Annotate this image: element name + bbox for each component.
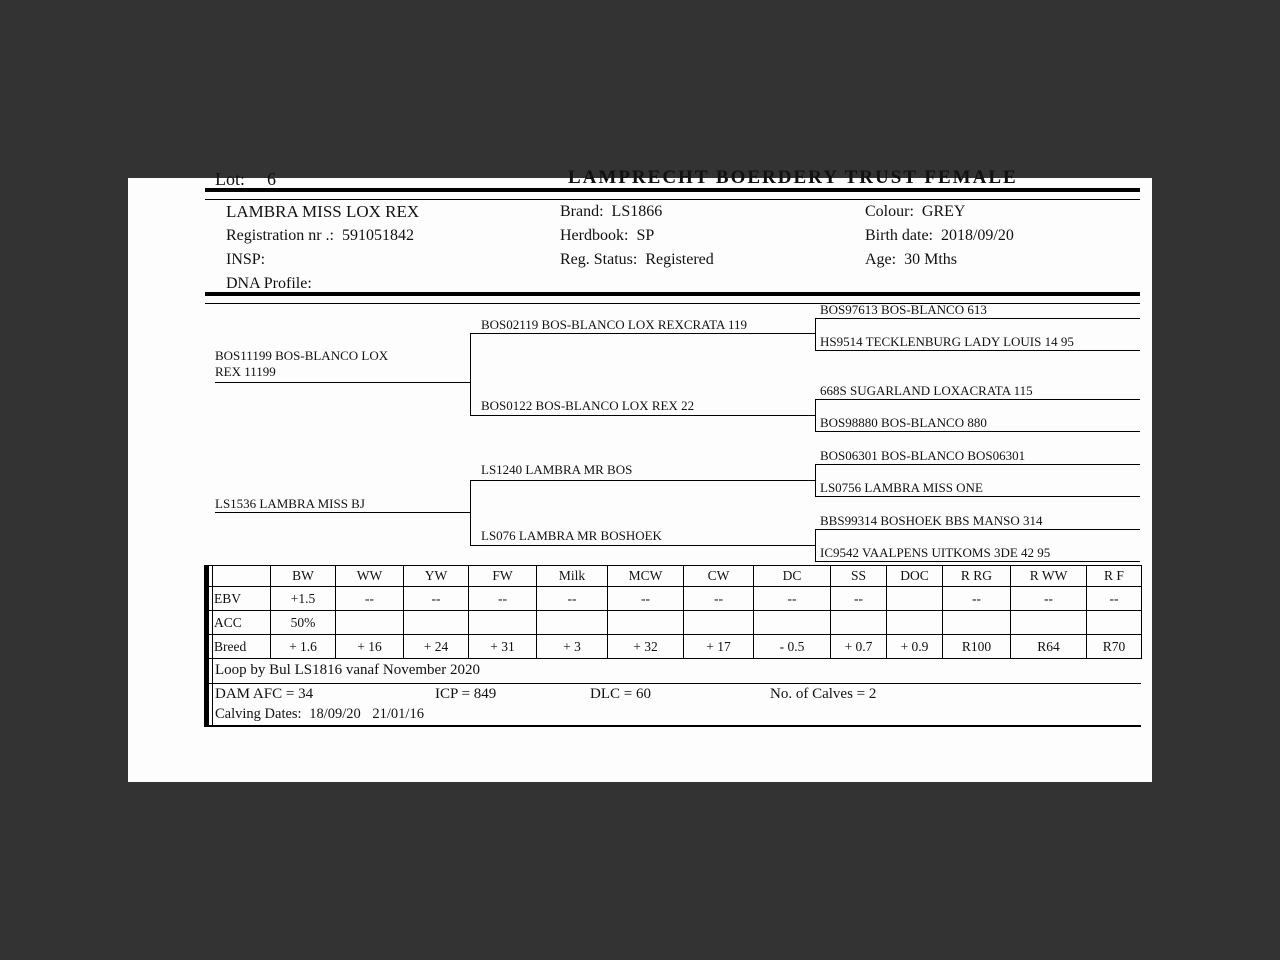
animal-name: LAMBRA MISS LOX REX	[226, 202, 420, 221]
ebv-cell: + 3	[537, 635, 608, 659]
loop-note: Loop by Bul LS1816 vanaf November 2020	[215, 662, 480, 678]
ebv-cell	[1011, 611, 1087, 635]
ebv-cell: + 16	[336, 635, 404, 659]
ebv-cell: --	[754, 587, 831, 611]
icp: ICP = 849	[435, 686, 497, 702]
registration-value: 591051842	[341, 227, 414, 244]
pedigree-line	[470, 480, 815, 481]
ebv-cell: - 0.5	[754, 635, 831, 659]
birth-date-value: 2018/09/20	[940, 227, 1014, 244]
pedigree-gen3-item: LS0756 LAMBRA MISS ONE	[820, 480, 983, 495]
pedigree-line	[470, 333, 815, 334]
ebv-column-header: SS	[831, 566, 887, 587]
pedigree-connector-line	[815, 464, 816, 497]
reg-status-row: Reg. Status: Registered	[560, 251, 714, 268]
no-of-calves: No. of Calves = 2	[770, 686, 877, 702]
ebv-cell	[336, 611, 404, 635]
herdbook-row: Herdbook: SP	[560, 227, 655, 244]
ebv-column-header: YW	[404, 566, 469, 587]
ebv-column-header: R RG	[943, 566, 1011, 587]
ebv-cell	[608, 611, 684, 635]
ebv-cell: --	[404, 587, 469, 611]
ebv-cell	[1087, 611, 1142, 635]
pedigree-connector-line	[815, 318, 816, 351]
pedigree-connector-line	[815, 399, 816, 432]
ebv-cell: --	[831, 587, 887, 611]
colour-column	[865, 200, 1014, 272]
ebv-cell: + 24	[404, 635, 469, 659]
identity-column	[226, 200, 419, 296]
ebv-column-header: MCW	[608, 566, 684, 587]
ebv-cell	[943, 611, 1011, 635]
breed-row	[206, 635, 1142, 659]
document-page	[128, 167, 1152, 782]
age-value: 30 Mths	[904, 251, 958, 268]
ebv-cell: --	[684, 587, 754, 611]
ebv-header-row	[206, 566, 1142, 587]
pedigree-gen2-item: BOS02119 BOS-BLANCO LOX REXCRATA 119	[481, 317, 747, 332]
brand-column	[560, 200, 714, 272]
birth-date-row: Birth date: 2018/09/20	[865, 227, 1014, 244]
calving-dates-row	[215, 706, 424, 723]
pedigree-gen3-item: BOS98880 BOS-BLANCO 880	[820, 415, 987, 430]
pedigree-line	[215, 512, 470, 513]
pedigree-connector-line	[470, 480, 471, 546]
ebv-row-label: Breed	[206, 635, 271, 659]
pedigree-gen3-item: 668S SUGARLAND LOXACRATA 115	[820, 383, 1033, 398]
pedigree-gen3-item: BBS99314 BOSHOEK BBS MANSO 314	[820, 513, 1043, 528]
pedigree-gen3-item: BOS06301 BOS-BLANCO BOS06301	[820, 448, 1026, 463]
ebv-cell: R100	[943, 635, 1011, 659]
ebv-row-label: ACC	[206, 611, 271, 635]
pedigree-gen3-item: BOS97613 BOS-BLANCO 613	[820, 302, 987, 317]
ebv-cell: --	[1087, 587, 1142, 611]
page-title: LAMPRECHT BOERDERY TRUST FEMALE	[568, 167, 1018, 188]
acc-row	[206, 611, 1142, 635]
footer-divider	[205, 683, 1141, 684]
ebv-cell: --	[537, 587, 608, 611]
pedigree-gen2-item: BOS0122 BOS-BLANCO LOX REX 22	[481, 398, 695, 413]
ebv-cell: --	[469, 587, 537, 611]
ebv-cell	[754, 611, 831, 635]
ebv-cell: --	[943, 587, 1011, 611]
ebv-cell: --	[336, 587, 404, 611]
ebv-column-header	[206, 566, 271, 587]
pedigree-line	[815, 318, 1140, 319]
ebv-cell: + 0.9	[887, 635, 943, 659]
ebv-column-header: CW	[684, 566, 754, 587]
ebv-cell	[887, 611, 943, 635]
brand-value: LS1866	[611, 203, 663, 220]
pedigree-connector-line	[470, 333, 471, 416]
pedigree-connector-line	[815, 529, 816, 562]
lot-number: 6	[267, 169, 276, 189]
ebv-column-header: WW	[336, 566, 404, 587]
ebv-cell: + 17	[684, 635, 754, 659]
pedigree-line	[815, 464, 1140, 465]
ebv-cell: + 31	[469, 635, 537, 659]
ebv-cell	[469, 611, 537, 635]
brand-row: Brand: LS1866	[560, 203, 663, 220]
ebv-cell	[404, 611, 469, 635]
calving-date: 21/01/16	[372, 706, 424, 722]
ebv-row-label: EBV	[206, 587, 271, 611]
pedigree-gen3-item: HS9514 TECKLENBURG LADY LOUIS 14 95	[820, 334, 1074, 349]
pedigree-dam: LS1536 LAMBRA MISS BJ	[215, 496, 365, 511]
ebv-cell: + 1.6	[271, 635, 336, 659]
pedigree-line	[815, 431, 1140, 432]
ebv-column-header: DOC	[887, 566, 943, 587]
dna-profile-row: DNA Profile:	[226, 275, 312, 292]
ebv-column-header: DC	[754, 566, 831, 587]
pedigree-gen2-item: LS076 LAMBRA MR BOSHOEK	[481, 528, 662, 543]
pedigree-line	[470, 545, 815, 546]
ebv-cell	[887, 587, 943, 611]
age-row: Age: 30 Mths	[865, 251, 958, 268]
pedigree-line	[470, 415, 815, 416]
ebv-cell: +1.5	[271, 587, 336, 611]
ebv-cell: R70	[1087, 635, 1142, 659]
pedigree-line	[815, 561, 1140, 562]
calving-date: 18/09/20	[309, 706, 361, 722]
header-rule-bottom	[205, 292, 1140, 304]
ebv-column-header: R WW	[1011, 566, 1087, 587]
ebv-cell: + 0.7	[831, 635, 887, 659]
colour-value: GREY	[921, 203, 966, 220]
ebv-cell	[537, 611, 608, 635]
reg-status-value: Registered	[645, 251, 714, 268]
pedigree-line	[815, 350, 1140, 351]
ebv-table	[205, 565, 1142, 659]
calving-dates-label: Calving Dates:	[215, 706, 302, 722]
ebv-column-header: BW	[271, 566, 336, 587]
table-left-accent-bar	[204, 565, 213, 727]
ebv-column-header: FW	[469, 566, 537, 587]
ebv-column-header: Milk	[537, 566, 608, 587]
header-rule-top	[205, 188, 1140, 200]
pedigree-line	[815, 496, 1140, 497]
pedigree-gen3-item: IC9542 VAALPENS UITKOMS 3DE 42 95	[820, 545, 1051, 560]
registration-row: Registration nr .: 591051842	[226, 227, 414, 244]
footer-bottom-rule	[205, 725, 1141, 727]
colour-row: Colour: GREY	[865, 203, 966, 220]
lot-line	[215, 169, 276, 190]
ebv-cell: 50%	[271, 611, 336, 635]
lot-label: Lot:	[215, 169, 245, 189]
ebv-row	[206, 587, 1142, 611]
pedigree-line	[215, 382, 470, 383]
ebv-cell: --	[608, 587, 684, 611]
ebv-cell: R64	[1011, 635, 1087, 659]
pedigree-sire: BOS11199 BOS-BLANCO LOX REX 11199	[215, 348, 389, 379]
ebv-cell: + 32	[608, 635, 684, 659]
ebv-cell	[684, 611, 754, 635]
pedigree-gen2-item: LS1240 LAMBRA MR BOS	[481, 462, 633, 477]
dlc: DLC = 60	[590, 686, 651, 702]
ebv-cell: --	[1011, 587, 1087, 611]
ebv-cell	[831, 611, 887, 635]
ebv-column-header: R F	[1087, 566, 1142, 587]
herdbook-value: SP	[636, 227, 655, 244]
pedigree-line	[815, 399, 1140, 400]
insp-row: INSP:	[226, 251, 266, 268]
pedigree-line	[815, 529, 1140, 530]
dam-afc: DAM AFC = 34	[215, 686, 314, 702]
